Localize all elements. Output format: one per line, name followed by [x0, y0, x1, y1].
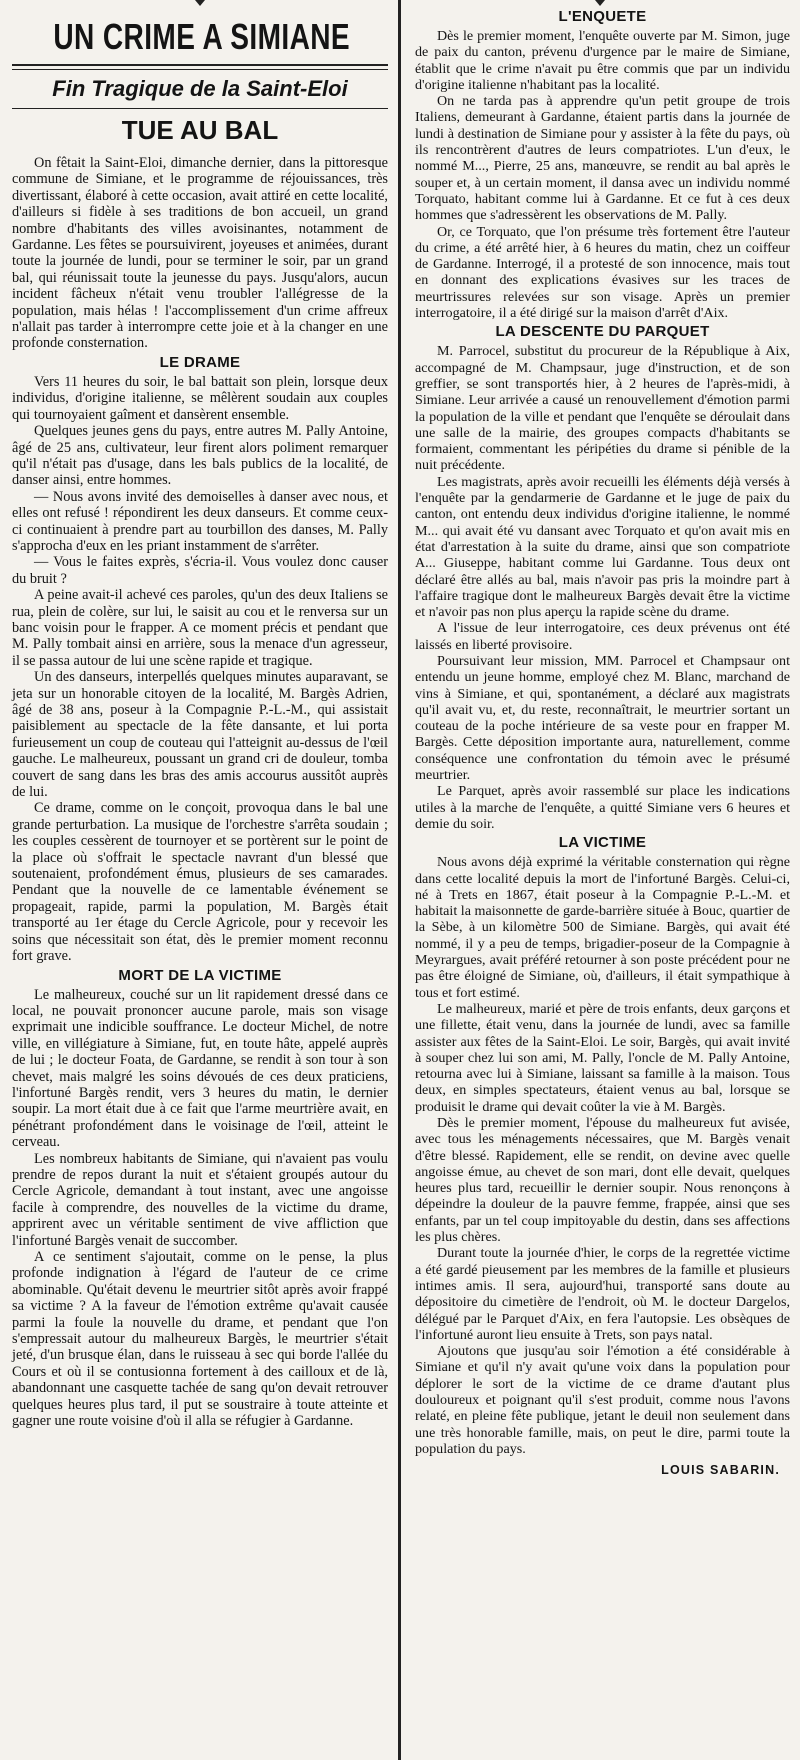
left-column: [0, 0, 398, 1760]
article-paragraph: Ce drame, comme on le conçoit, provoqua dans le bal une grande perturbation. La musique de l'orchestre s'arrêta soudain ; les couples cessèrent de tournoyer et se portèrent sur le point de la place où s'offrait le spectacle navrant d'un blessé que soutenaient, profondément émus, plusieurs de ses camarades. Pendant que la nouvelle de ce lamentable événement se propageait, rapide, parmi la population, M. Bargès était transporté au 1er étage du Cercle Agricole, pour y recevoir les soins que nécessitait son état, dès le premier moment reconnu fort grave.: [12, 800, 388, 965]
article-paragraph: A peine avait-il achevé ces paroles, qu'un des deux Italiens se rua, plein de colère, sur lui, le saisit au cou et le renversa sur un banc voisin pour le frapper. A ce moment précis et pendant que M. Pally tombait ainsi en arrière, sous la menace d'un agresseur, il se passa autour de lui une scène rapide et tragique.: [12, 587, 388, 669]
section-title-mort: MORT DE LA VICTIME: [118, 966, 282, 984]
article-paragraph: — Nous avons invité des demoiselles à danser avec nous, et elles ont refusé ! répondirent les deux danseurs. Et comme ceux-ci continuaient à prendre part au tourbillon des danses, M. Pally s'approcha d'eux en les priant instamment de s'arrêter.: [12, 488, 388, 554]
rule: [12, 69, 388, 70]
article-paragraph: Ajoutons que jusqu'au soir l'émotion a été considérable à Simiane et qu'il n'y avait qu'une voix dans la population pour déplorer le sort de la victime de ce drame d'autant plus douloureux et poignant qu'il s'est produit, comme nous l'avons relaté, en pleine fête publique, jetant le deuil non seulement dans une très honorable famille, mais, on peut le dire, parmi toute la population du pays.: [415, 1343, 790, 1457]
author-signature: LOUIS SABARIN.: [661, 1463, 780, 1478]
article-paragraph: Quelques jeunes gens du pays, entre autres M. Pally Antoine, âgé de 25 ans, cultivateur, leur firent alors poliment remarquer qu'il n'était pas d'usage, dans les bals publics de la localité, de danser ainsi, entre hommes.: [12, 423, 388, 489]
article-paragraph: Poursuivant leur mission, MM. Parrocel et Champsaur ont entendu un jeune homme, employé chez M. Blanc, marchand de vins à Simiane, et qui, spontanément, a déclaré aux magistrats qu'il avait vu, et, du reste, reconnaîtrait, le meurtrier sortant un couteau de la poche intérieure de sa veste pour en frapper M. Bargès. Cette déposition importante aura, naturellement, comme conséquence une confrontation du témoin avec le présumé meurtrier.: [415, 652, 790, 784]
article-paragraph: A ce sentiment s'ajoutait, comme on le pense, la plus profonde indignation à l'égard de l'auteur de ce crime abominable. Qu'était devenu le meurtrier sitôt après avoir frappé sa victime ? A la faveur de l'émotion extrême qu'avait causée parmi la foule la nouvelle du drame, et pendant que l'on s'empressait autour du malheureux Bargès, le meurtrier s'était jeté, d'un brusque élan, dans le ruisseau à sec qui borde l'allée du Cours et où il se contusionna fortement à des cailloux et de là, abandonnant une casquette tachée de sang qu'on devait retrouver quelques heures plus tard, il put se soustraire à toute atteinte et gagner une route voisine d'où il alla se réfugier à Gardanne.: [12, 1249, 388, 1430]
section-title-drame: LE DRAME: [159, 353, 241, 371]
article-paragraph: Dès le premier moment, l'enquête ouverte par M. Simon, juge de paix du canton, prévenu d'urgence par le maire de Simiane, établit que le crime n'avait pu être commis que par un individu d'origine italienne n'habitant pas la localité.: [415, 28, 790, 93]
article-paragraph: Les nombreux habitants de Simiane, qui n'avaient pas voulu prendre de repos durant la nuit et s'étaient groupés autour du Cercle Agricole, demandant à tout instant, avec une angoisse facile à comprendre, des nouvelles de la victime du drame, apprirent avec un véritable sentiment de vive affliction que l'infortuné Bargès venait de succomber.: [12, 1150, 388, 1249]
subheadline: Fin Tragique de la Saint-Eloi: [52, 76, 348, 101]
article-paragraph: Les magistrats, après avoir recueilli les éléments déjà versés à l'enquête par la gendarmerie de Gardanne et le juge de paix du canton, ont entendu deux individus d'origine italienne, le nommé M... qui avait été vu dansant avec Torquato et qu'on avait mis en état d'arrestation à la suite du drame, ainsi que son compatriote A... Giuseppe, habitant comme lui Gardanne. Tous deux ont déclaré être allés au bal, mais n'avoir pas pris la moindre part à l'affaire tragique dont le malheureux Bargès devait être la victime et n'avoir pas non plus aperçu la rapide scène du drame.: [415, 473, 790, 621]
article-paragraph: Nous avons déjà exprimé la véritable consternation qui règne dans cette localité depuis la mort de l'infortuné Bargès. Celui-ci, né à Trets en 1867, était poseur à la Compagnie P.-L.-M. et habitait la maisonnette de garde-barrière située à Bouc, quartier de la Sèbe, à un kilomètre 500 de Simiane. Bargès, qui avait été nommé, il y a peu de temps, brigadier-poseur de la Compagnie à Meyrargues, avait préféré retourner à son poste précédent pour ne pas être éloigné de Simiane, où, d'ailleurs, il était sympathique à tous et fort estimé.: [415, 854, 790, 1001]
article-paragraph: Vers 11 heures du soir, le bal battait son plein, lorsque deux individus, d'origine italienne, se mêlèrent soudain aux couples qui tournoyaient gaîment et dansèrent ensemble.: [12, 373, 388, 423]
subheadline-2: TUE AU BAL: [121, 115, 279, 145]
article-paragraph: — Vous le faites exprès, s'écria-il. Vous voulez donc causer du bruit ?: [12, 554, 388, 587]
article-paragraph: M. Parrocel, substitut du procureur de la République à Aix, accompagné de M. Champsaur, juge d'instruction, et de son greffier, se sont transportés hier, à 2 heures de l'après-midi, à Simiane. Leur arrivée a causé un renouvellement d'émotion parmi la population de la ville et pendant que l'enquête se déroulait dans une salle de la mairie, des groupes compacts d'habitants se formaient, commentant les péripéties du drame si pénible de la nuit précédente.: [415, 343, 790, 474]
section-title-victime: LA VICTIME: [558, 834, 647, 852]
article-paragraph: Dès le premier moment, l'épouse du malheureux fut avisée, avec tous les ménagements nécessaires, que M. Bargès venait d'être blessé. Rapidement, elle se rendit, on devine avec quelle angoisse émue, au chevet de son mari, dont elle devait, quelques heures plus tard, recueillir le dernier soupir. Nous renonçons à dépeindre la douleur de la pauvre femme, frappée, ainsi que ses enfants, par un tel coup impitoyable du destin, dans ses affections les plus chères.: [415, 1115, 790, 1246]
rule: [12, 64, 388, 66]
article-paragraph: Or, ce Torquato, que l'on présume très fortement être l'auteur du crime, a été arrêté hier, à 6 heures du matin, chez un coiffeur de Gardanne. Interrogé, il a protesté de son innocence, mais tout en donnant des explications évasives sur les traces de meurtrissures relevées sur son visage. Après un premier interrogatoire, il a été dirigé sur la maison d'arrêt d'Aix.: [415, 223, 790, 322]
article-paragraph: Le malheureux, marié et père de trois enfants, deux garçons et une fillette, était venu, dans la journée de lundi, avec sa famille assister aux fêtes de la Saint-Eloi. Le soir, Bargès, qui avait invité à souper chez lui son ami, M. Pally, l'oncle de M. Pally Antoine, retourna avec lui à Simiane, laissant sa famille à la maison. Tous deux, en simples spectateurs, étaient venus au bal, lorsque se produisit le drame qui devait coûter la vie à M. Bargès.: [415, 1000, 790, 1115]
headline: UN CRIME A SIMIANE: [53, 16, 351, 57]
article-paragraph: On ne tarda pas à apprendre qu'un petit groupe de trois Italiens, demeurant à Gardanne, étaient partis dans la journée de lundi à destination de Simiane pour y assister à la fête du pays, où ils rencontrèrent d'autres de leurs compatriotes. L'un d'eux, le nommé M..., Pierre, 25 ans, manœuvre, se rendit au bal après le souper et, à un certain moment, il dansa avec un individu nommé Torquato, habitant comme lui à Gardanne. Et ce fut à ces deux hommes que s'adressèrent les observations de M. Pally.: [415, 93, 790, 224]
section-title-descente: LA DESCENTE DU PARQUET: [495, 323, 710, 341]
article-paragraph: Le Parquet, après avoir rassemblé sur place les indications utiles à la marche de l'enquête, a quitté Simiane vers 6 heures et demie du soir.: [415, 783, 790, 832]
rule: [12, 108, 388, 109]
article-paragraph: A l'issue de leur interrogatoire, ces deux prévenus ont été laissés en liberté provisoire.: [415, 620, 790, 653]
article-paragraph: Le malheureux, couché sur un lit rapidement dressé dans ce local, ne pouvait prononcer aucune parole, mais son visage exprimait une indicible souffrance. Le docteur Michel, de notre ville, en villégiature à Simiane, fut, en toute hâte, appelé auprès de lui ; le docteur Foata, de Gardanne, se rendit à son tour à son chevet, mais malgré les soins dévoués de ces deux praticiens, l'infortuné Bargès rendit, vers 3 heures du matin, le dernier soupir. La mort était due à ce fait que l'arme meurtrière avait, en pénétrant profondément dans le voisinage de l'œil, atteint le cerveau.: [12, 986, 388, 1151]
section-title-enquete: L'ENQUETE: [558, 8, 647, 25]
article-paragraph: Un des danseurs, interpellés quelques minutes auparavant, se jeta sur un honorable citoyen de la localité, M. Bargès Adrien, âgé de 38 ans, poseur à la Compagnie P.-L.-M., qui assistait paisiblement au spectacle de la fête dansante, et lui porta furieusement un coup de couteau qui l'atteignit au-dessus de l'œil gauche. Le malheureux, poussant un grand cri de douleur, tomba couvert de sang dans les bras des amis accourus aussitôt auprès de lui.: [12, 669, 388, 801]
intro-paragraph: On fêtait la Saint-Eloi, dimanche dernier, dans la pittoresque commune de Simiane, et le programme de réjouissances, très divertissant, élaboré à cette occasion, avait attiré en cette localité, d'ailleurs si fidèle à ses traditions de bon accueil, un grand nombre d'habitants des villes avoisinantes, notamment de Gardanne. Les fêtes se poursuivirent, joyeuses et animées, durant toute la journée de lundi, pour se terminer le soir, par un grand bal, qui réunissait toute la jeunesse du pays. Jusqu'alors, aucun incident fâcheux n'était venu troubler l'allégresse de la population, mais hélas ! l'accomplissement d'un crime affreux n'allait pas tarder à interrompre cette joie et à la changer en une profonde consternation.: [12, 155, 388, 352]
right-column: [401, 0, 800, 1760]
article-paragraph: Durant toute la journée d'hier, le corps de la regrettée victime a été gardé pieusement par les membres de la famille et plusieurs intimes amis. Il sera, aujourd'hui, transporté sans doute au dépositoire du cimetière de l'endroit, où M. le docteur Dargelos, délégué par le Parquet d'Aix, en fera l'autopsie. Les obsèques de l'infortuné auront lieu ensuite à Trets, son pays natal.: [415, 1245, 790, 1343]
